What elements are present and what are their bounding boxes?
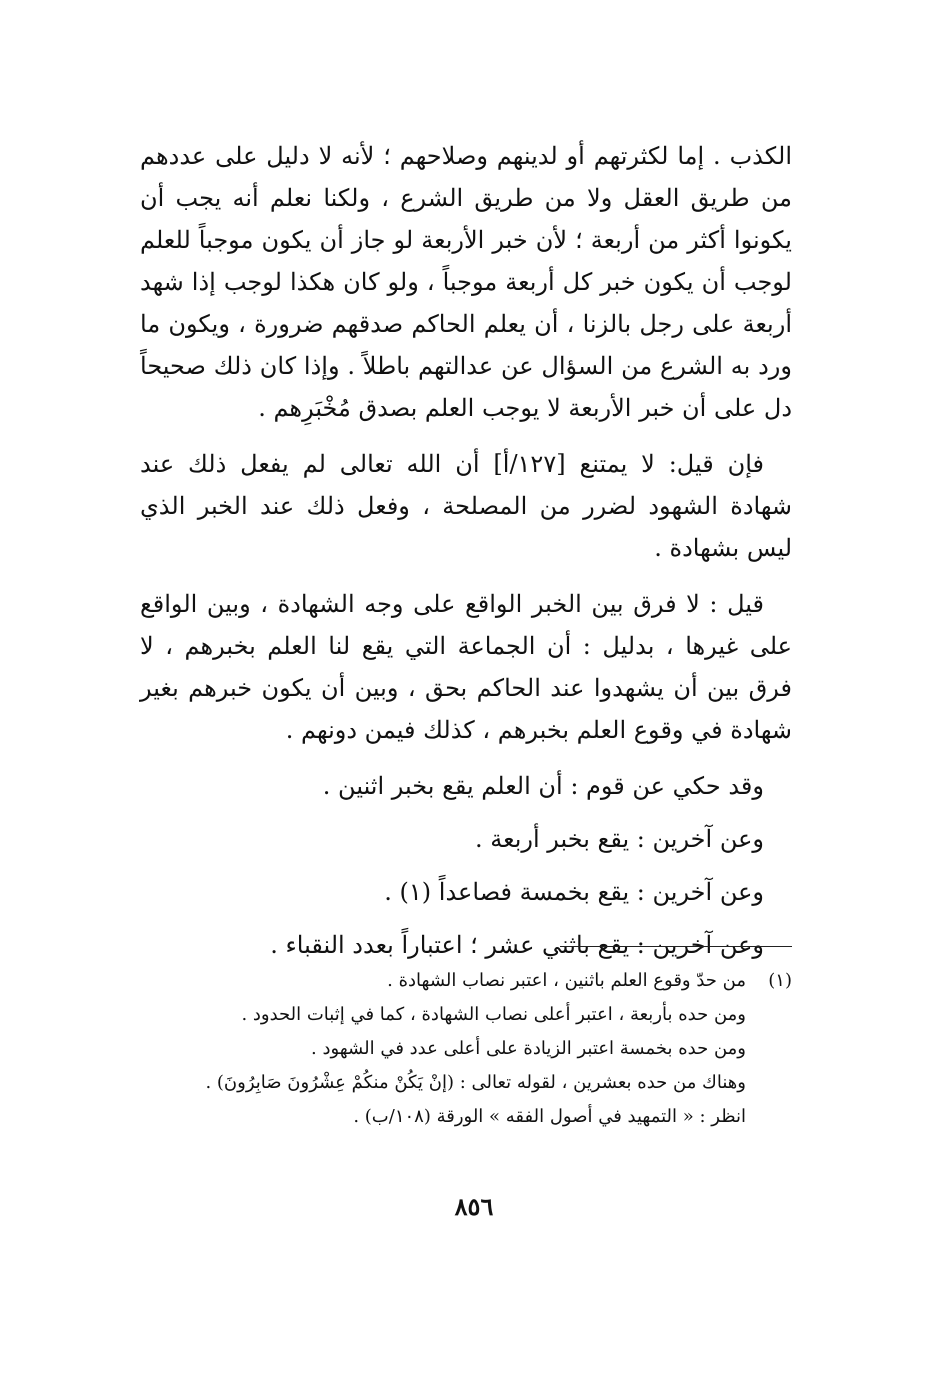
opinion-line-1: وقد حكي عن قوم : أن العلم يقع بخبر اثنين . — [322, 772, 764, 800]
main-text — [140, 135, 792, 977]
footnote-line: ومن حده بخمسة اعتبر الزيادة على أعلى عدد في الشهود . — [311, 1038, 746, 1059]
paragraph-1: الكذب . إما لكثرتهم أو لدينهم وصلاحهم ؛ لأنه لا دليل على عددهم من طريق العقل ولا من طريق الشرع ، ولكنا نعلم أنه يجب أن يكونوا أكثر من أربعة ؛ لأن خبر الأربعة لو جاز أن يكون موجباً للعلم لوجب أن يكون خبر كل أربعة موجباً ، ولو كان هكذا لوجب إذا شهد أربعة على رجل بالزنا ، أن يعلم الحاكم صدقهم ضرورة ، ويكون ما ورد به الشرع من السؤال عن عدالتهم باطلاً . وإذا كان ذلك صحيحاً دل على أن خبر الأربعة لا يوجب العلم بصدق مُخْبَرِهم . — [140, 142, 792, 422]
paragraph-2: فإن قيل: لا يمتنع [١٢٧/أ] أن الله تعالى لم يفعل ذلك عند شهادة الشهود لضرر من المصلحة ، وفعل ذلك عند الخبر الذي ليس بشهادة . — [140, 450, 792, 562]
footnotes — [140, 964, 792, 1134]
footnote-marker: (١) — [768, 970, 792, 991]
footnote-line — [140, 964, 792, 998]
opinion-line-3: وعن آخرين : يقع بخمسة فصاعداً (١) . — [384, 878, 764, 906]
footnote-line: انظر : « التمهيد في أصول الفقه » الورقة (١٠٨/ب) . — [353, 1106, 746, 1127]
footnote-line: وهناك من حده بعشرين ، لقوله تعالى : (إنْ يَكُنْ منكُمْ عِشْرُونَ صَابِرُونَ) . — [205, 1072, 746, 1093]
paragraph-3: قيل : لا فرق بين الخبر الواقع على وجه الشهادة ، وبين الواقع على غيرها ، بدليل : أن الجماعة التي يقع لنا العلم بخبرهم ، لا فرق بين أن يشهدوا عند الحاكم بحق ، وبين أن يكون خبرهم بغير شهادة في وقوع العلم بخبرهم ، كذلك فيمن دونهم . — [140, 590, 793, 744]
footnote-line: ومن حده بأربعة ، اعتبر أعلى نصاب الشهادة ، كما في إثبات الحدود . — [241, 1004, 746, 1025]
opinion-line-2: وعن آخرين : يقع بخبر أربعة . — [475, 825, 764, 853]
footnote-text: من حدّ وقوع العلم باثنين ، اعتبر نصاب الشهادة . — [387, 970, 746, 991]
opinion-line-4: وعن آخرين : يقع باثني عشر ؛ اعتباراً بعدد النقباء . — [270, 931, 764, 959]
page-number: ٨٥٦ — [454, 1192, 494, 1221]
footnote-divider — [560, 946, 792, 947]
